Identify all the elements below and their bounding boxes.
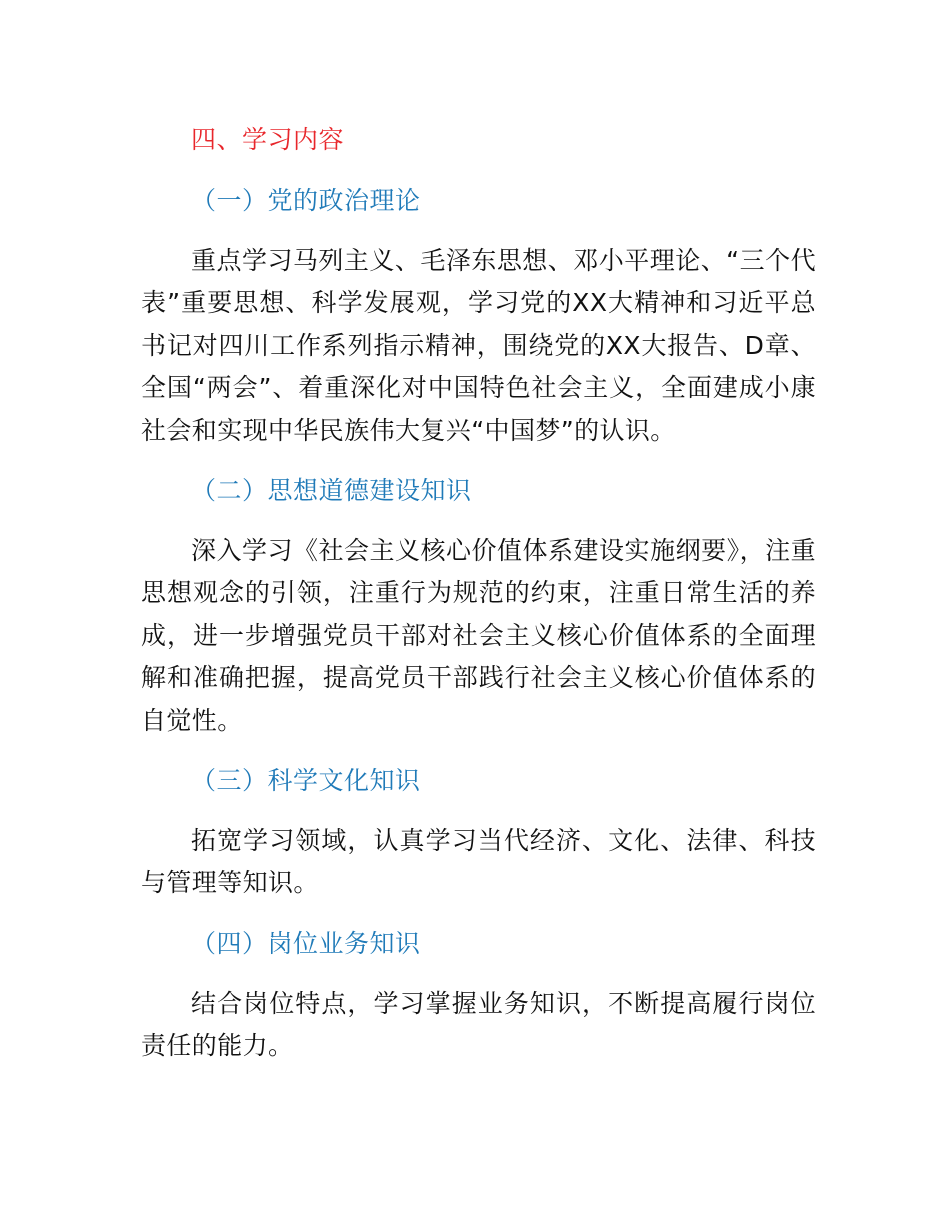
section-heading-4: （四）岗位业务知识: [191, 928, 421, 958]
document-content: [141, 118, 816, 1085]
section-body-1: 重点学习马列主义、毛泽东思想、邓小平理论、“三个代表”重要思想、科学发展观，学习党的XX大精神和习近平总书记对四川工作系列指示精神，围绕党的XX大报告、D章、全国“两会”、着重深化对中国特色社会主义，全面建成小康社会和实现中华民族伟大复兴“中国梦”的认识。: [141, 246, 816, 445]
section-heading-1: （一）党的政治理论: [191, 186, 421, 215]
section-heading-3: （三）科学文化知识: [191, 766, 421, 796]
section-body-2: 深入学习《社会主义核心价值体系建设实施纲要》，注重思想观念的引领，注重行为规范的约束，注重日常生活的养成，进一步增强党员干部对社会主义核心价值体系的全面理解和准确把握，提高党员干部践行社会主义核心价值体系的自觉性。: [141, 536, 816, 735]
section-body-4: 结合岗位特点，学习掌握业务知识，不断提高履行岗位责任的能力。: [141, 988, 816, 1061]
section-body-3: 拓宽学习领域，认真学习当代经济、文化、法律、科技与管理等知识。: [141, 826, 816, 898]
main-heading: 四、学习内容: [191, 125, 345, 154]
section-heading-2: （二）思想道德建设知识: [191, 476, 472, 506]
